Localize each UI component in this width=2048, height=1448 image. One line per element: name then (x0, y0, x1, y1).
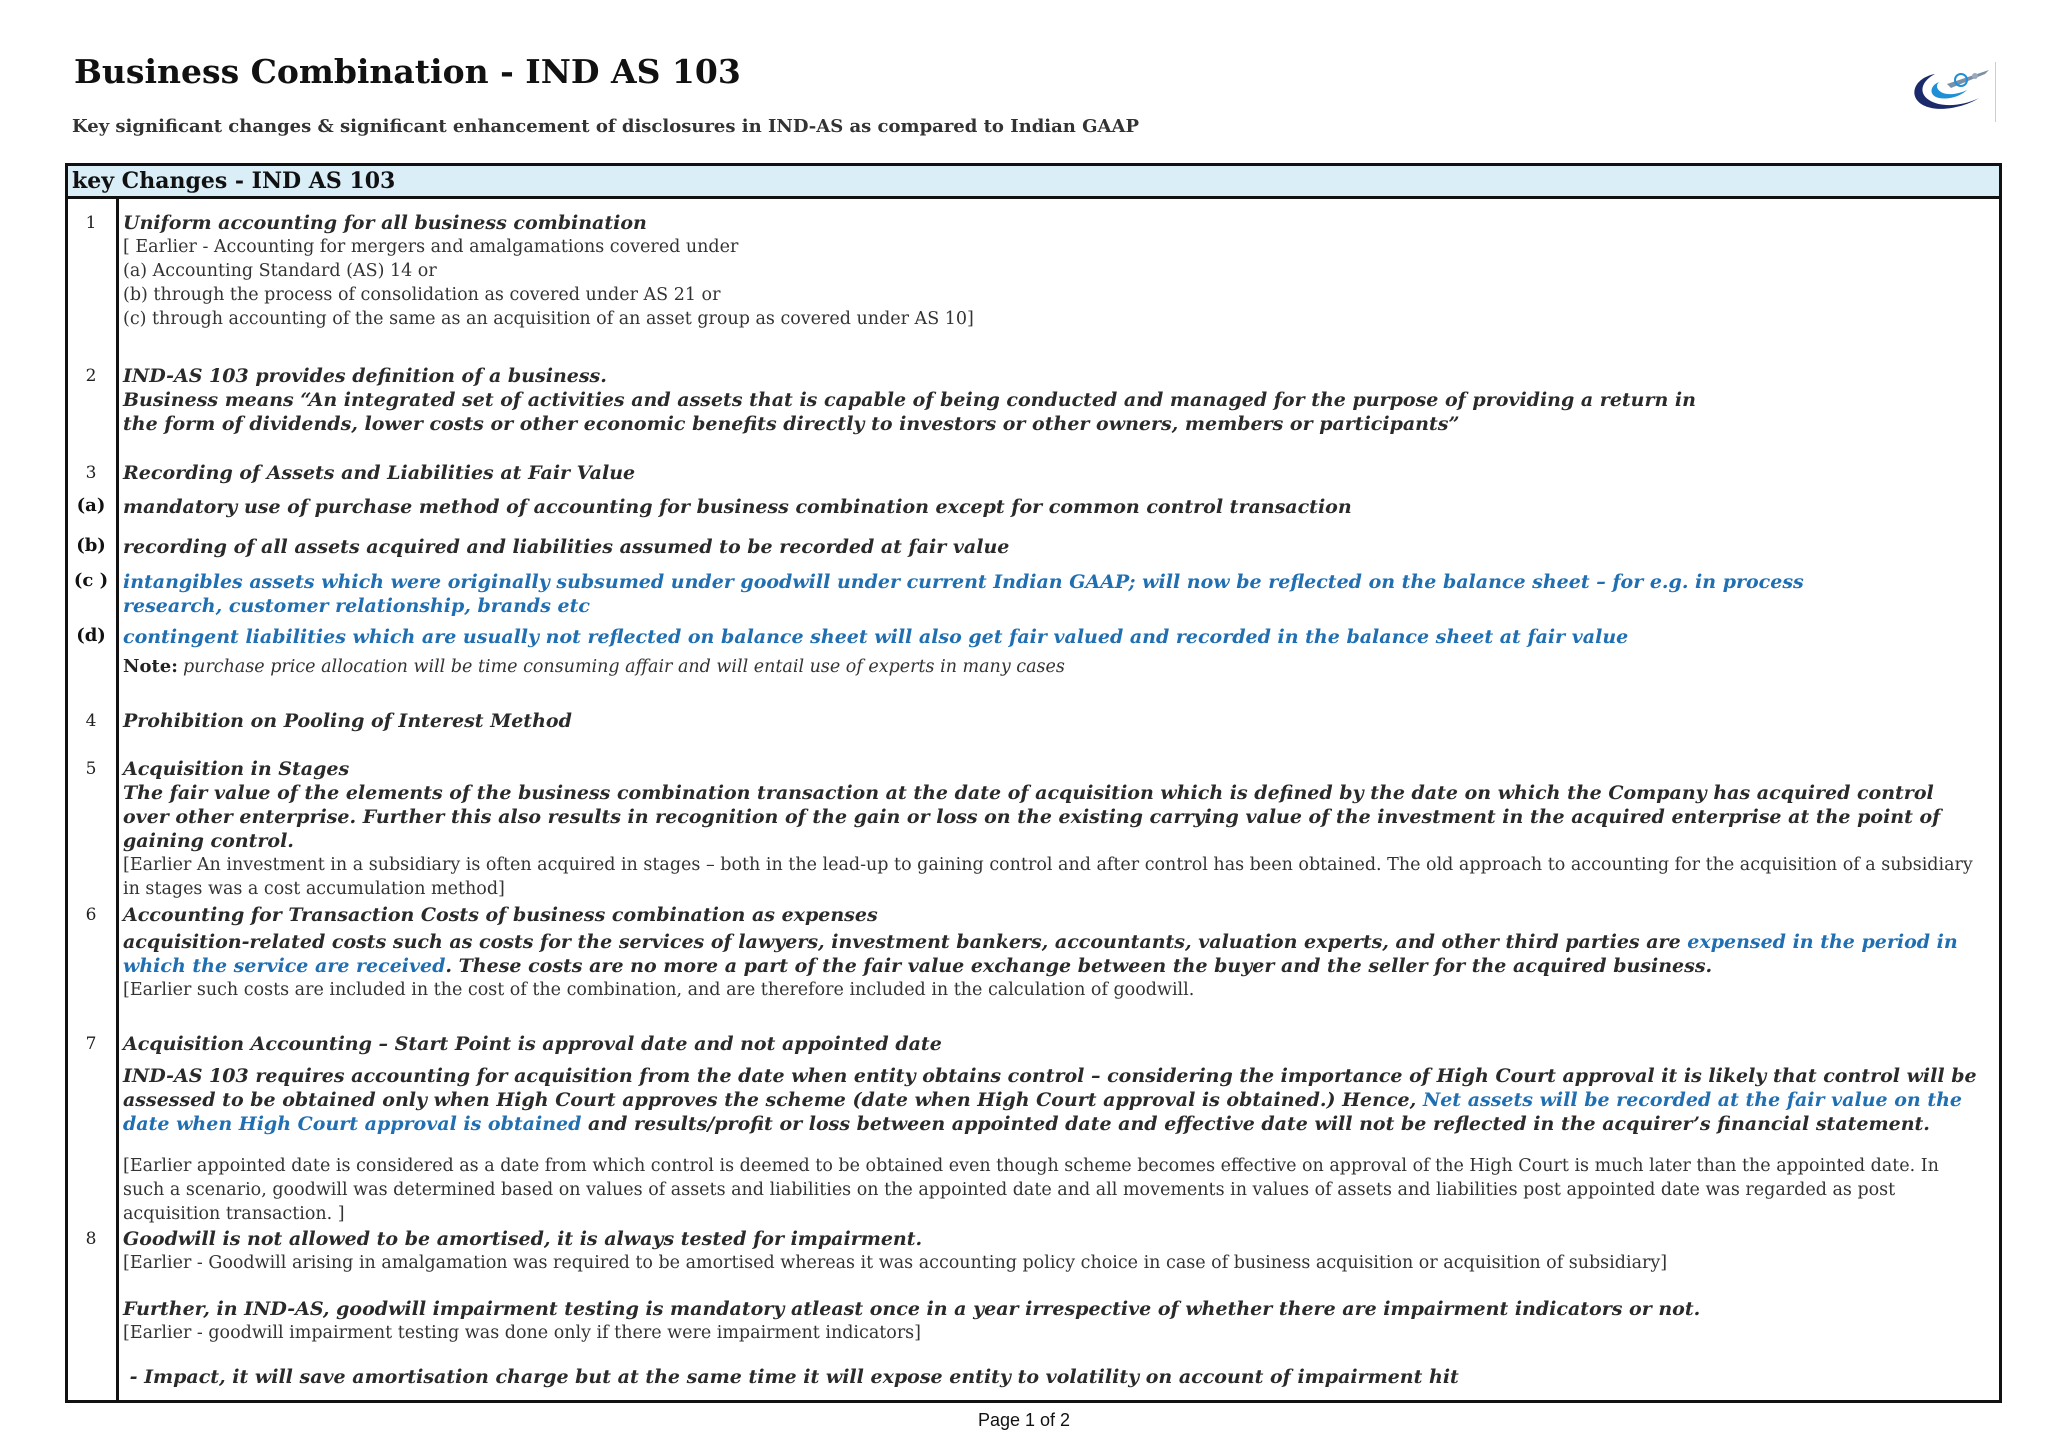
item-number: 6 (85, 905, 97, 925)
item-number: 4 (85, 711, 97, 731)
item-body (123, 1064, 1985, 1136)
item-earlier-note: [Earlier appointed date is considered as a date from which control is deemed to be obtained even though scheme becomes effective on approval of the High Court is much later than the appointed date. In such a scenario, goodwill was determined based on values of assets and liabilities on the appointed date and all movements in values of assets and liabilities post appointed date was regarded as post acquisition transaction. ] (123, 1156, 1939, 1224)
item-heading: Uniform accounting for all business combination (123, 212, 647, 234)
sub-item-label: (b) (76, 535, 106, 556)
item-impact: - Impact, it will save amortisation charge but at the same time it will expose entity to volatility on account of impairment hit (123, 1366, 1459, 1388)
item-body-text: . These costs are no more a part of the fair value exchange between the buyer and the seller for the acquired business. (445, 955, 1713, 977)
item-further: Further, in IND-AS, goodwill impairment testing is mandatory atleast once in a year irrespective of whether there are impairment indicators or not. (123, 1298, 1701, 1320)
item-body-text: IND-AS 103 requires accounting for acquisition from the date when entity obtains control – considering the importance of High Court approval it is likely that control will be assessed to be obtained only when High Court approves the scheme (date when High Court approval is obtained.) Hence, (123, 1065, 1977, 1111)
company-logo-icon (1905, 62, 1997, 122)
sub-item-text: recording of all assets acquired and liabilities assumed to be recorded at fair value (123, 536, 1010, 558)
item-earlier-note: [Earlier - Goodwill arising in amalgamation was required to be amortised whereas it was accounting policy choice in case of business acquisition or acquisition of subsidiary] (123, 1253, 1668, 1273)
item-body-highlight: expensed in the period in which the service are received (123, 931, 1958, 977)
item-earlier-note: [Earlier An investment in a subsidiary is often acquired in stages – both in the lead-up to gaining control and after control has been obtained. The old approach to accounting for the acquisition of a subsidiary in stages was a cost accumulation method] (123, 855, 1973, 899)
sub-item-text: mandatory use of purchase method of accounting for business combination except for common control transaction (123, 496, 1352, 518)
item-heading: Accounting for Transaction Costs of business combination as expenses (123, 904, 878, 926)
item-heading: IND-AS 103 provides definition of a business. (123, 365, 607, 387)
number-column-divider (116, 199, 119, 1400)
page-subtitle: Key significant changes & significant enhancement of disclosures in IND-AS as compared to Indian GAAP (72, 116, 1139, 137)
item-body-text: acquisition-related costs such as costs for the services of lawyers, investment bankers, accountants, valuation experts, and other third parties are (123, 931, 1688, 953)
item-body-highlight: Net assets will be recorded at the fair value on the date when High Court approval is obtained (123, 1089, 1962, 1135)
sub-item-text: intangibles assets which were originally subsumed under goodwill under current Indian GAAP; will now be reflected on the balance sheet – for e.g. in process research, customer relationship, brands etc (123, 571, 1804, 617)
key-changes-table (65, 163, 2002, 1403)
item-line: (a) Accounting Standard (AS) 14 or (123, 261, 437, 281)
item-line: [ Earlier - Accounting for mergers and amalgamations covered under (123, 237, 739, 257)
page-number: Page 1 of 2 (977, 1410, 1071, 1430)
sub-item-text: contingent liabilities which are usually not reflected on balance sheet will also get fair valued and recorded in the balance sheet at fair value (123, 626, 1629, 648)
item-number: 5 (85, 759, 97, 779)
item-body: Business means “An integrated set of activities and assets that is capable of being conducted and managed for the purpose of providing a return in the form of dividends, lower costs or other economic benefits directly to investors or other owners, members or participants” (123, 389, 1696, 435)
item-heading: Acquisition Accounting – Start Point is approval date and not appointed date (123, 1033, 942, 1055)
item-number: 7 (85, 1034, 97, 1054)
sub-item-label: (c ) (73, 570, 109, 591)
sub-item-label: (a) (76, 495, 106, 516)
table-heading: key Changes - IND AS 103 (68, 166, 1999, 199)
item-body (123, 930, 1985, 978)
item-line: (c) through accounting of the same as an acquisition of an asset group as covered under AS 10] (123, 309, 974, 329)
item-heading: Goodwill is not allowed to be amortised, it is always tested for impairment. (123, 1228, 923, 1250)
item-body-text: and results/profit or loss between appointed date and effective date will not be reflected in the acquirer’s financial statement. (581, 1113, 1930, 1135)
logo-divider (1995, 62, 1996, 122)
item-heading: Recording of Assets and Liabilities at Fair Value (123, 462, 636, 484)
item-number: 2 (85, 366, 97, 386)
item-number: 3 (85, 463, 97, 483)
item-number: 8 (85, 1229, 97, 1249)
item-body: The fair value of the elements of the business combination transaction at the date of acquisition which is defined by the date on which the Company has acquired control over other enterprise. Further this also results in recognition of the gain or loss on the existing carrying value of the investment in the acquired enterprise at the point of gaining control. (123, 782, 1941, 852)
note-label: Note: (123, 656, 178, 677)
sub-item-label: (d) (76, 625, 106, 646)
page-title: Business Combination - IND AS 103 (74, 52, 741, 91)
item-heading: Acquisition in Stages (123, 758, 350, 780)
item-line: (b) through the process of consolidation as covered under AS 21 or (123, 285, 721, 305)
item-earlier-note: [Earlier - goodwill impairment testing was done only if there were impairment indicators] (123, 1323, 921, 1343)
item-earlier-note: [Earlier such costs are included in the cost of the combination, and are therefore included in the calculation of goodwill. (123, 980, 1195, 1000)
item-number: 1 (85, 213, 97, 233)
note-text: purchase price allocation will be time consuming affair and will entail use of experts in many cases (182, 657, 1065, 677)
item-heading: Prohibition on Pooling of Interest Method (123, 710, 572, 732)
